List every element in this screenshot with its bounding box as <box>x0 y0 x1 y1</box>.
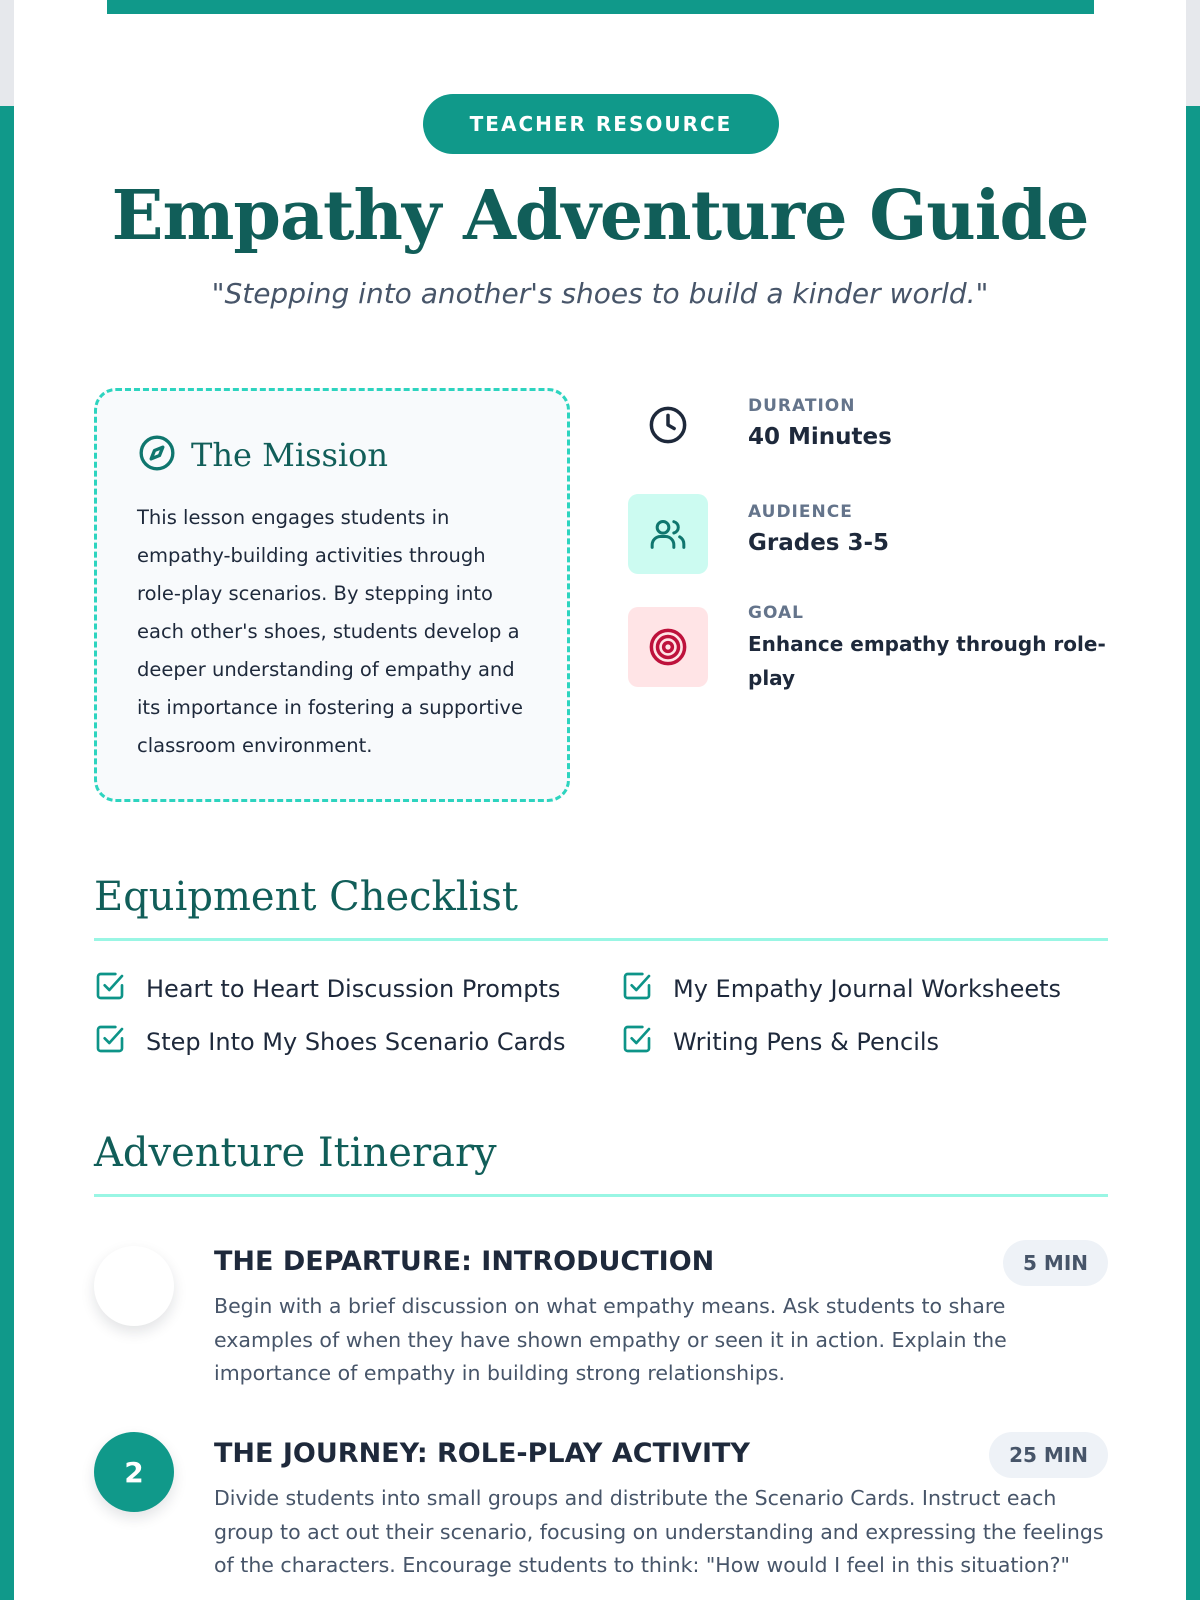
mission-text: This lesson engages students in empathy-building activities through role-play scenarios. By stepping into each other's shoes, students develop a deeper understanding of empathy and its importance in fostering a supportive classroom environment. <box>137 506 523 757</box>
equipment-item-label: My Empathy Journal Worksheets <box>673 975 1062 1003</box>
equipment-item <box>94 970 560 1008</box>
equipment-item <box>621 1023 939 1061</box>
step-duration-badge: 5 MIN <box>1003 1240 1108 1286</box>
audience-value: Grades 3-5 <box>748 530 890 556</box>
mission-header <box>137 433 531 477</box>
checkbox-checked-icon <box>621 1023 653 1061</box>
clock-icon <box>628 385 708 465</box>
itinerary-divider <box>94 1194 1108 1197</box>
mission-card <box>94 388 570 802</box>
step-description: Divide students into small groups and distribute the Scenario Cards. Instruct each group to act out their scenario, focusing on understanding and expressing the feelings of the characters. Encourage students to think: "How would I feel in this situation?" <box>214 1486 1104 1577</box>
mission-title: The Mission <box>191 436 389 474</box>
target-icon <box>628 607 708 687</box>
checkbox-checked-icon <box>621 970 653 1008</box>
step-number: 2 <box>94 1432 174 1512</box>
duration-label: DURATION <box>748 396 856 416</box>
guide-page <box>14 0 1186 1600</box>
resource-badge: TEACHER RESOURCE <box>423 94 779 154</box>
step-title: THE JOURNEY: ROLE-PLAY ACTIVITY <box>214 1438 750 1469</box>
compass-icon <box>137 433 177 477</box>
audience-label: AUDIENCE <box>748 502 853 522</box>
equipment-item-label: Step Into My Shoes Scenario Cards <box>146 1028 566 1056</box>
users-icon <box>628 494 708 574</box>
checkbox-checked-icon <box>94 970 126 1008</box>
equipment-divider <box>94 938 1108 941</box>
checkbox-checked-icon <box>94 1023 126 1061</box>
step-title: THE DEPARTURE: INTRODUCTION <box>214 1246 715 1277</box>
right-accent-bar <box>1186 106 1200 1600</box>
step-duration-badge: 25 MIN <box>989 1432 1108 1478</box>
step-description: Begin with a brief discussion on what empathy means. Ask students to share examples of when they have shown empathy or seen it in action. Explain the importance of empathy in building strong relationships. <box>214 1294 1007 1385</box>
top-accent-strip <box>107 0 1094 14</box>
itinerary-title: Adventure Itinerary <box>94 1130 497 1176</box>
equipment-item <box>621 970 1061 1008</box>
duration-value: 40 Minutes <box>748 424 892 450</box>
goal-label: GOAL <box>748 603 804 623</box>
page-quote: "Stepping into another's shoes to build a kinder world." <box>211 277 989 310</box>
equipment-item-label: Writing Pens & Pencils <box>673 1028 940 1056</box>
equipment-item <box>94 1023 565 1061</box>
left-accent-bar <box>0 106 14 1600</box>
step-number: 1 <box>94 1246 174 1326</box>
page-title: Empathy Adventure Guide <box>111 176 1089 256</box>
equipment-item-label: Heart to Heart Discussion Prompts <box>146 975 561 1003</box>
goal-value: Enhance empathy through role-play <box>748 632 1106 690</box>
equipment-title: Equipment Checklist <box>94 874 518 920</box>
